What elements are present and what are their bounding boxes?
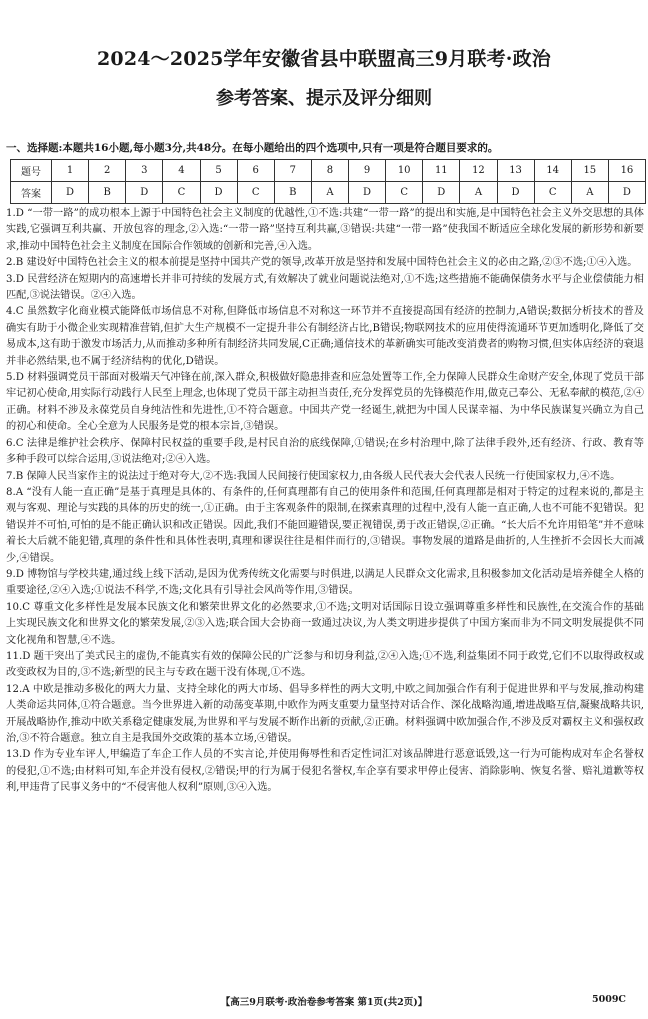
explanation-item: 3.D 民营经济在短期内的高速增长并非可持续的发展方式,有效解决了就业问题说法绝对,①不选;这些措施不能确保债务水平与企业偿债能力相匹配,③说法错误。②④入选。 — [6, 273, 644, 302]
answer-cell: B — [274, 182, 311, 204]
question-number-cell: 14 — [534, 160, 571, 182]
answer-cell: A — [460, 182, 497, 204]
answer-cell: A — [571, 182, 608, 204]
section-intro: 一、选择题:本题共16小题,每小题3分,共48分。在每小题给出的四个选项中,只有一项是符合题目要求的。 — [6, 142, 499, 154]
question-number-cell: 13 — [497, 160, 534, 182]
explanation-item: 13.D 作为专业车评人,甲编造了车企工作人员的不实言论,并使用侮辱性和否定性词汇对该品牌进行恶意诋毁,这一行为可能构成对车企名誉权的侵犯,①不选;由材料可知,车企并没有侵权,②错误;甲的行为属于侵犯名誉权,车企享有要求甲停止侵害、消除影响、恢复名誉、赔礼道歉等权利,甲违背了民事义务中的“不侵害他人权利”原则,③④入选。 — [6, 749, 644, 794]
question-number-cell: 1 — [52, 160, 89, 182]
row-label: 题号 — [11, 160, 52, 182]
answer-cell: C — [163, 182, 200, 204]
question-number-cell: 8 — [311, 160, 348, 182]
row-label: 答案 — [11, 182, 52, 204]
explanation-item: 1.D “一带一路”的成功根本上源于中国特色社会主义制度的优越性,①不选:共建“一带一路”的提出和实施,是中国特色社会主义外交思想的具体实践,它强调互利共赢、开放包容的理念,②入选:“一带一路”坚持互利共赢,③错误:共建“一带一路”使我国不断适应全球化发展的新形势和新要求,推动中国特色社会主义制度在国际合作领域的创新和完善,④入选。 — [6, 208, 644, 252]
answer-cell: D — [497, 182, 534, 204]
explanation-item: 10.C 尊重文化多样性是发展本民族文化和繁荣世界文化的必然要求,①不选;文明对话国际日设立强调尊重多样性和民族性,在交流合作的基础上实现民族文化和世界文化的繁荣发展,②③入选;联合国大会协商一致通过决议,为人类文明进步提供了中国方案而非为不同文明发展提供不同文化视角和智慧,④不选。 — [6, 601, 644, 646]
answer-explanations — [6, 206, 644, 797]
question-number-cell: 11 — [423, 160, 460, 182]
question-number-cell: 6 — [237, 160, 274, 182]
answer-cell: D — [52, 182, 89, 204]
explanation-item: 8.A “没有人能一直正确”是基于真理是具体的、有条件的,任何真理都有自己的使用条件和范围,任何真理都是相对于特定的过程来说的,都是主观与客观、理论与实践的具体的历史的统一,①正确。由于主客观条件的限制,在探索真理的过程中,没有人能一直正确,人也不可能不犯错误。犯错误并不可怕,可怕的是不能正确认识和改正错误。因此,我们不能回避错误,要正视错误,勇于改正错误,②正确。“长大后不允许用铅笔”并不意味着长大后就不能犯错,真理的条件性和具体性表明,真理和谬误往往是相伴而行的,③错误。事物发展的道路是曲折的,人生挫折不会因长大而减少,④错误。 — [6, 486, 644, 564]
number-row — [11, 160, 646, 182]
question-number-cell: 4 — [163, 160, 200, 182]
question-number-cell: 2 — [89, 160, 126, 182]
page-subtitle: 参考答案、提示及评分细则 — [216, 88, 432, 109]
explanation-item: 11.D 题干突出了美式民主的虚伪,不能真实有效的保障公民的广泛参与和切身利益,②④入选;①不选,利益集团不同于政党,它们不以取得政权或改变政权为目的,③不选;新型的民主与专政在题干没有体现,①不选。 — [6, 650, 644, 679]
question-number-cell: 7 — [274, 160, 311, 182]
explanation-item: 12.A 中欧是推动多极化的两大力量、支持全球化的两大市场、倡导多样性的两大文明,中欧之间加强合作有利于促进世界和平与发展,推动构建人类命运共同体,①符合题意。当今世界进入新的动荡变革期,中欧作为两支重要力量坚持对话合作、深化战略沟通,增进战略互信,凝聚战略共识,开展战略协作,推动中欧关系稳定健康发展,为世界和平与发展不断作出新的贡献,②正确。材料强调中欧加强合作,不涉及反对霸权主义和强权政治,③不符合题意。独立自主是我国外交政策的基本立场,④错误。 — [6, 683, 644, 744]
answer-row — [11, 182, 646, 204]
question-number-cell: 3 — [126, 160, 163, 182]
answer-cell: C — [386, 182, 423, 204]
answer-cell: A — [311, 182, 348, 204]
answer-table — [10, 159, 646, 204]
page-footer: 【高三9月联考·政治卷参考答案 第1页(共2页)】 — [220, 997, 428, 1008]
question-number-cell: 12 — [460, 160, 497, 182]
question-number-cell: 15 — [571, 160, 608, 182]
question-number-cell: 5 — [200, 160, 237, 182]
answer-cell: C — [237, 182, 274, 204]
explanation-item: 7.B 保障人民当家作主的说法过于绝对夸大,②不选:我国人民间接行使国家权力,由各级人民代表大会代表人民统一行使国家权力,④不选。 — [6, 470, 621, 482]
explanation-item: 6.C 法律是维护社会秩序、保障村民权益的重要手段,是村民自治的底线保障,①错误;在乡村治理中,除了法律手段外,还有经济、行政、教育等多种手段可以综合运用,③说法绝对;②④入选。 — [6, 437, 644, 466]
question-number-cell: 16 — [608, 160, 645, 182]
answer-cell: D — [423, 182, 460, 204]
paper-code: 5009C — [591, 994, 626, 1005]
answer-cell: D — [200, 182, 237, 204]
question-number-cell: 9 — [349, 160, 386, 182]
answer-cell: D — [126, 182, 163, 204]
answer-cell: D — [349, 182, 386, 204]
explanation-item: 5.D 材料强调党员干部面对极端天气冲锋在前,深入群众,积极做好隐患排查和应急处置等工作,全力保障人民群众生命财产安全,体现了党员干部牢记初心使命,用实际行动践行人民至上理念,也体现了党员干部主动担当责任,充分发挥党员的先锋模范作用,做克己奉公、无私奉献的模范,②④正确。材料不涉及永葆党员自身纯洁性和先进性,①不符合题意。中国共产党一经诞生,就把为中国人民谋幸福、为中华民族谋复兴确立为自己的初心和使命。全心全意为人民服务是党的根本宗旨,③错误。 — [6, 372, 644, 433]
page-title: 2024～2025学年安徽省县中联盟高三9月联考·政治 — [97, 48, 551, 70]
explanation-item: 2.B 建设好中国特色社会主义的根本前提是坚持中国共产党的领导,改革开放是坚持和发展中国特色社会主义的必由之路,②③不选;①④入选。 — [6, 257, 638, 269]
answer-cell: B — [89, 182, 126, 204]
answer-cell: C — [534, 182, 571, 204]
explanation-item: 9.D 博物馆与学校共建,通过线上线下活动,是因为优秀传统文化需要与时俱进,以满足人民群众文化需求,且积极参加文化活动是培养健全人格的重要途径,②④入选;①说法不科学,不选;文化具有引导社会风尚等作用,③错误。 — [6, 568, 644, 597]
answer-cell: D — [608, 182, 645, 204]
question-number-cell: 10 — [386, 160, 423, 182]
explanation-item: 4.C 虽然数字化商业模式能降低市场信息不对称,但降低市场信息不对称这一环节并不直接提高国有经济的控制力,A错误;数据分析技术的普及确实有助于小微企业实现精准营销,但扩大生产规模不一定提升非公有制经济占比,B错误;物联网技术的应用使得流通环节更加透明化,降低了交易成本,这有助于激发市场活力,从而推动多种所有制经济共同发展,C正确;通信技术的革新确实可能改变消费者的购物习惯,但实体店经济的衰退并非必然结果,也不属于经济结构的优化,D错误。 — [6, 306, 644, 367]
